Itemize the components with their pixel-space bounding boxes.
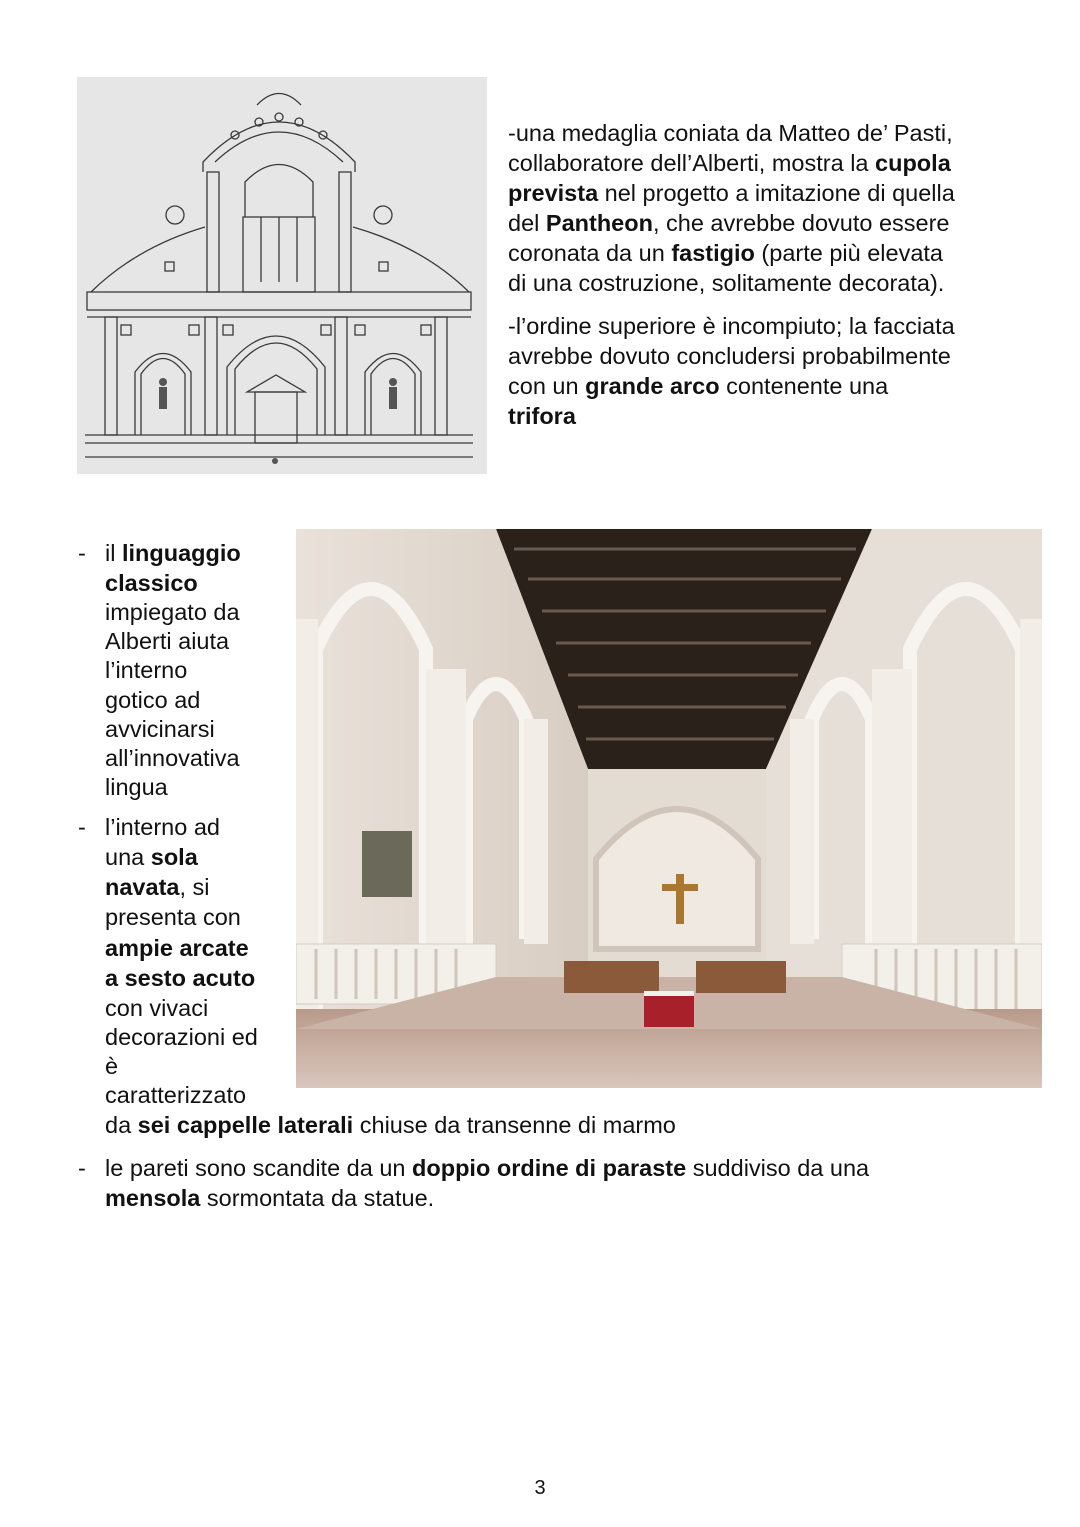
bullet-line: mensola sormontata da statue. xyxy=(105,1185,435,1211)
bullet-line: impiegato da xyxy=(105,599,240,625)
bullet-line: ampie arcate xyxy=(105,935,249,961)
bullet-line: l’interno xyxy=(105,657,188,683)
page-number: 3 xyxy=(534,1477,546,1499)
bullet-line: le pareti sono scandite da un doppio ordine di paraste suddiviso da una xyxy=(105,1155,870,1181)
bullet-line: all’innovativa xyxy=(105,745,240,771)
bullet-line: caratterizzato xyxy=(105,1082,247,1108)
bullet-marker: - xyxy=(78,1155,86,1181)
bullet-line: gotico ad xyxy=(105,687,201,713)
bullet-line: con vivaci xyxy=(105,995,209,1021)
bullet-line: una sola xyxy=(105,844,198,870)
bullet-line: decorazioni ed xyxy=(105,1024,258,1050)
bullet-marker: - xyxy=(78,814,86,840)
bullet-line: a sesto acuto xyxy=(105,965,256,991)
bullet-line: classico xyxy=(105,570,198,596)
bullet-line: è xyxy=(105,1053,119,1079)
bullet-line: lingua xyxy=(105,774,168,800)
bullet-line: Alberti aiuta xyxy=(105,628,230,654)
bullet-line: l’interno ad xyxy=(105,814,220,840)
facade-drawing xyxy=(77,77,487,474)
bullet-line: navata, si xyxy=(105,874,210,900)
paragraph-ordine-superiore: -l’ordine superiore è incompiuto; la facciata avrebbe dovuto concludersi probabilmente con un grande arco contenente una trifora xyxy=(508,313,955,429)
bullet-line: avvicinarsi xyxy=(105,716,215,742)
interior-photo xyxy=(296,529,1042,1088)
bullet-line: il linguaggio xyxy=(105,540,241,566)
paragraph-medaglia: -una medaglia coniata da Matteo de’ Pasti, collaboratore dell’Alberti, mostra la cupola prevista nel progetto a imitazione di quella del Pantheon, che avrebbe dovuto essere coronata da un fastigio (parte più elevata di una costruzione, solitamente decorata). xyxy=(508,120,955,296)
bullet-marker: - xyxy=(78,540,86,566)
bullet-line: da sei cappelle laterali chiuse da transenne di marmo xyxy=(105,1112,676,1138)
bullet-line: presenta con xyxy=(105,904,241,930)
